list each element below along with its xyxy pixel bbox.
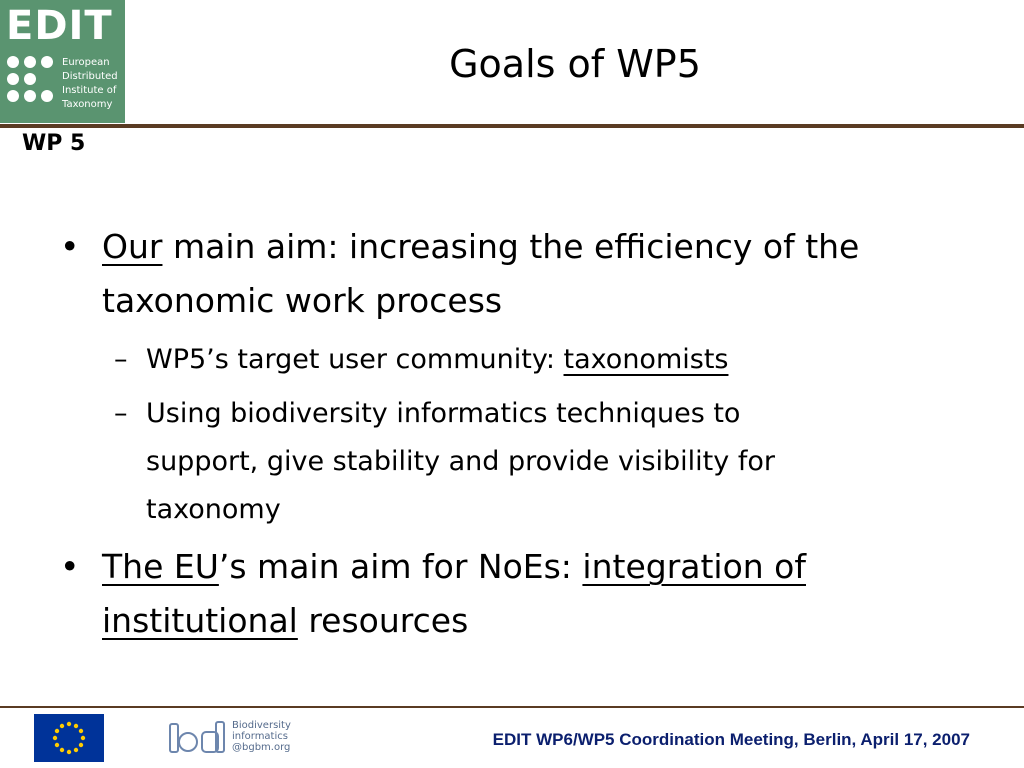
bullet-text: main aim: increasing the efficiency of the [162,227,860,266]
bullet-eu-aim [60,540,980,648]
slide-body [60,220,980,656]
edit-logo [0,0,125,123]
header-divider [0,124,1024,128]
bullet-text: ’s main aim for NoEs: [218,547,583,586]
footer-meeting-text: EDIT WP6/WP5 Coordination Meeting, Berlin, April 17, 2007 [492,730,970,749]
bdi-logo-text [232,720,291,753]
bullet-dot-icon: • [60,547,80,586]
bdi-line: Biodiversity [232,720,291,731]
bdi-line: informatics [232,731,288,742]
bullet-text: WP5’s target user community: [146,344,564,375]
slide-title: Goals of WP5 [449,42,701,86]
bullet-line [102,594,980,648]
sub-bullet-target-users [60,336,980,384]
section-label: WP 5 [22,131,86,156]
underlined-text: institutional [102,601,298,640]
logo-wordmark: EDIT [6,3,113,49]
logo-line: Institute of [62,85,117,96]
logo-dot-grid-icon [7,56,67,114]
eu-flag-icon [34,714,104,762]
bullet-text: resources [297,601,469,640]
logo-subtitle [62,56,118,112]
bullet-line [102,540,980,594]
logo-line: Distributed [62,71,118,82]
bullet-line: support, give stability and provide visibility for [146,446,775,477]
underlined-text: Our [102,227,163,266]
bullet-dot-icon: • [60,227,80,266]
underlined-text: taxonomists [563,344,729,375]
bdi-line: @bgbm.org [232,742,291,753]
sub-bullet-techniques [60,390,980,534]
bullet-line: Using biodiversity informatics techniques to [146,398,741,429]
dash-bullet-icon: – [114,398,128,429]
bullet-line [102,220,980,274]
bullet-line [146,336,980,384]
footer-divider [0,706,1024,708]
underlined-text: integration of [582,547,806,586]
bullet-main-aim [60,220,980,328]
logo-line: Taxonomy [62,99,113,110]
logo-line: European [62,57,110,68]
dash-bullet-icon: – [114,344,128,375]
bullet-line: taxonomic work process [102,281,503,320]
bullet-line: taxonomy [146,494,281,525]
underlined-text: The EU [102,547,219,586]
